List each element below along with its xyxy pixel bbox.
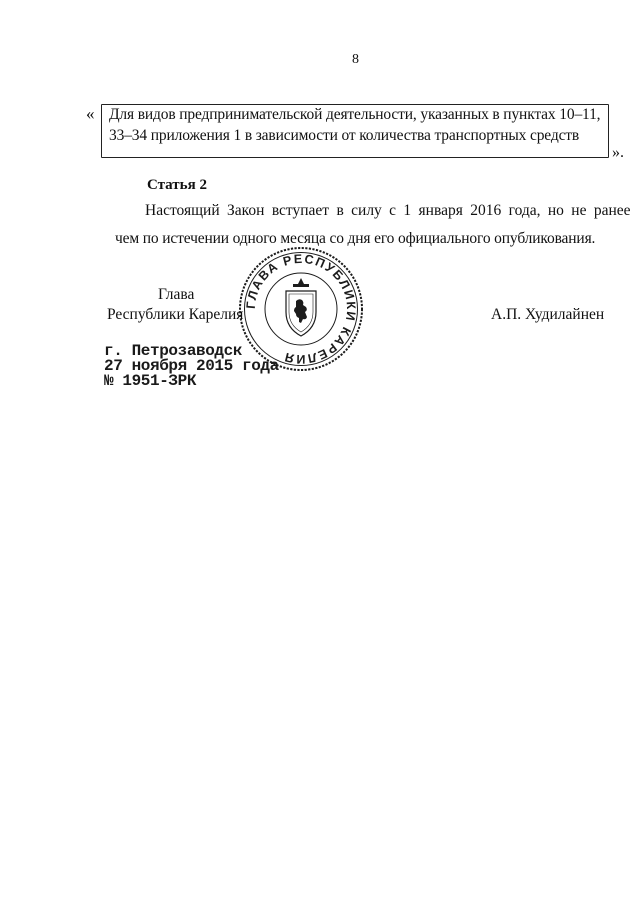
closing-quote-mark: ». <box>612 144 624 161</box>
opening-quote-mark: « <box>86 104 95 123</box>
article-text-line-2: чем по истечении одного месяца со дня его официального опубликования. <box>115 230 596 247</box>
amendment-table-line-2: 33–34 приложения 1 в зависимости от количества транспортных средств <box>109 127 580 144</box>
signatory-title-line-1: Глава <box>158 286 195 303</box>
law-number-stamp: № 1951-ЗРК <box>104 372 197 390</box>
signatory-name: А.П. Худилайнен <box>491 306 605 323</box>
city-stamp: г. Петрозаводск <box>104 342 243 360</box>
official-seal-icon <box>238 246 364 372</box>
date-stamp: 27 ноября 2015 года <box>104 357 279 375</box>
article-text-line-1: Настоящий Закон вступает в силу с 1 января 2016 года, но не ранее <box>145 202 631 219</box>
signatory-title-line-2: Республики Карелия <box>107 306 244 323</box>
article-heading: Статья 2 <box>147 177 207 193</box>
page-number: 8 <box>352 52 359 67</box>
seal-text: ГЛАВА РЕСПУБЛИКИ КАРЕЛИЯ <box>243 251 359 367</box>
amendment-table-line-1: Для видов предпринимательской деятельности, указанных в пунктах 10–11, <box>109 106 601 123</box>
